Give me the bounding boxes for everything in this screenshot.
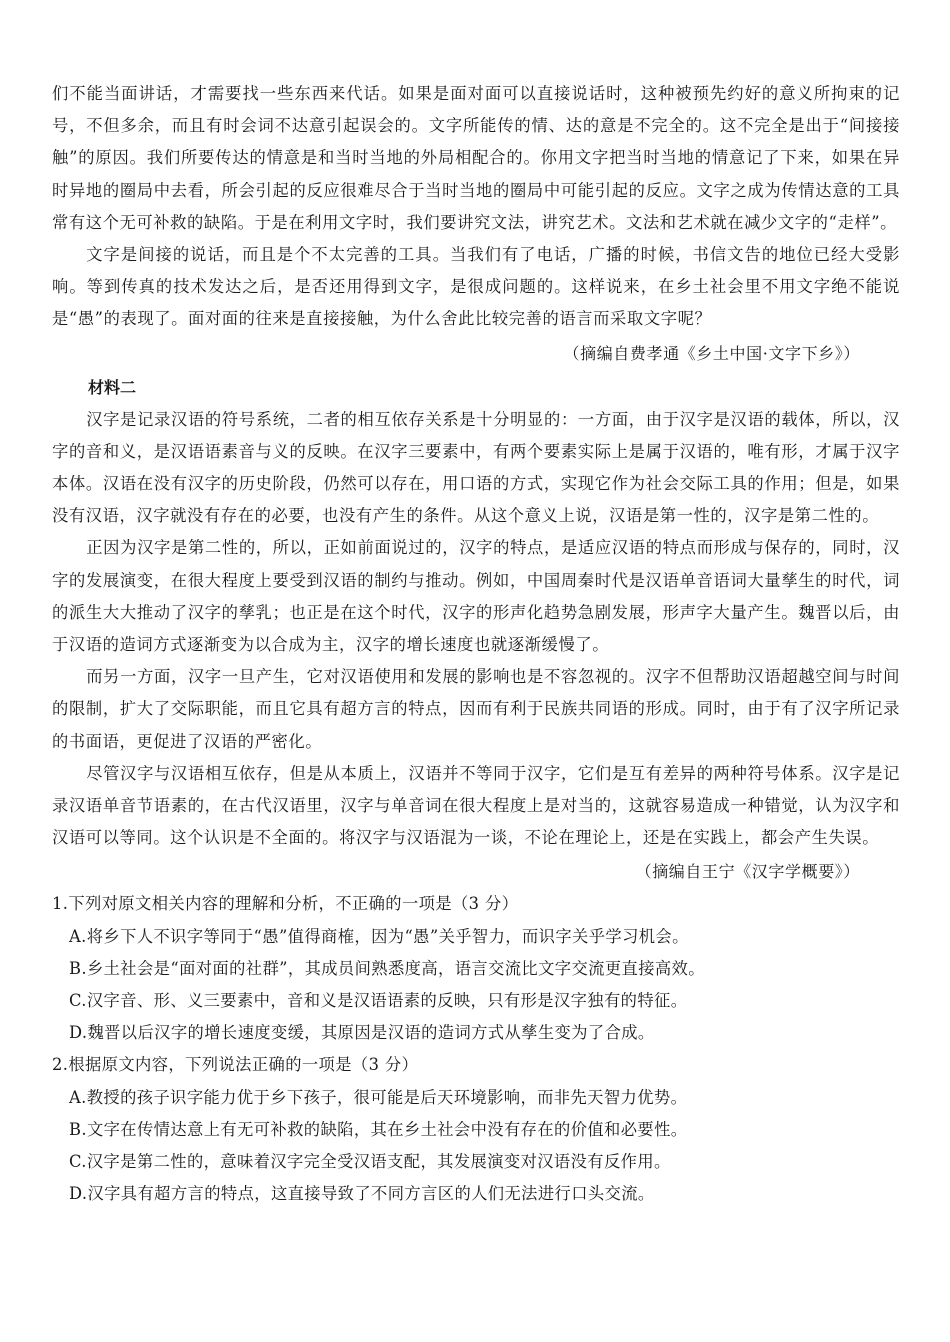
material-two-source: （摘编自王宁《汉字学概要》）	[635, 862, 860, 882]
question-1-option-c: C.汉字音、形、义三要素中，音和义是汉语语素的反映，只有形是汉字独有的特征。	[69, 991, 688, 1011]
material-one-paragraph-1: 们不能当面讲话，才需要找一些东西来代话。如果是面对面可以直接说话时，这种被预先约好的意义所拘束的记号，不但多余，而且有时会词不达意引起误会的。文字所能传的情、达的意是不完全的。这不完全是出于“间接接触”的原因。我们所要传达的情意是和当时当地的外局相配合的。你用文字把当时当地的情意记了下来，如果在异时异地的圈局中去看，所会引起的反应很难尽合于当时当地的圈局中可能引起的反应。文字之成为传情达意的工具常有这个无可补救的缺陷。于是在利用文字时，我们要讲究文法，讲究艺术。文法和艺术就在减少文字的“走样”。	[52, 84, 900, 232]
question-1-option-b: B.乡土社会是“面对面的社群”，其成员间熟悉度高，语言交流比文字交流更直接高效。	[69, 958, 705, 978]
question-1-option-d: D.魏晋以后汉字的增长速度变缓，其原因是汉语的造词方式从孳生变为了合成。	[69, 1023, 655, 1043]
material-one-paragraph-2: 文字是间接的说话，而且是个不太完善的工具。当我们有了电话，广播的时候，书信文告的地位已经大受影响。等到传真的技术发达之后，是否还用得到文字，是很成问题的。这样说来，在乡土社会里不用文字绝不能说是“愚”的表现了。面对面的往来是直接接触，为什么舍此比较完善的语言而采取文字呢？	[52, 245, 900, 329]
question-2-option-c: C.汉字是第二性的，意味着汉字完全受汉语支配，其发展演变对汉语没有反作用。	[69, 1152, 671, 1172]
question-2-stem: 2.根据原文内容，下列说法正确的一项是（3 分）	[52, 1055, 419, 1075]
question-2-option-b: B.文字在传情达意上有无可补救的缺陷，其在乡土社会中没有存在的价值和必要性。	[69, 1119, 688, 1139]
question-1-option-a: A.将乡下人不识字等同于“愚”值得商榷，因为“愚”关乎智力，而识字关乎学习机会。	[69, 926, 689, 946]
question-2	[52, 1049, 900, 1210]
material-two-paragraph-2: 正因为汉字是第二性的，所以，正如前面说过的，汉字的特点，是适应汉语的特点而形成与保存的，同时，汉字的发展演变，在很大程度上要受到汉语的制约与推动。例如，中国周秦时代是汉语单音语词大量孳生的时代，词的派生大大推动了汉字的孳乳；也正是在这个时代，汉字的形声化趋势急剧发展，形声字大量产生。魏晋以后，由于汉语的造词方式逐渐变为以合成为主，汉字的增长速度也就逐渐缓慢了。	[52, 538, 900, 655]
question-2-option-d: D.汉字具有超方言的特点，这直接导致了不同方言区的人们无法进行口头交流。	[69, 1184, 655, 1204]
material-two-paragraph-3: 而另一方面，汉字一旦产生，它对汉语使用和发展的影响也是不容忽视的。汉字不但帮助汉语超越空间与时间的限制，扩大了交际职能，而且它具有超方言的特点，因而有利于民族共同语的形成。同时，由于有了汉字所记录的书面语，更促进了汉语的严密化。	[52, 667, 900, 751]
exam-page	[52, 78, 900, 1211]
question-1-stem: 1.下列对原文相关内容的理解和分析，不正确的一项是（3 分）	[52, 894, 519, 914]
material-two-title: 材料二	[88, 377, 137, 397]
material-two-paragraph-1: 汉字是记录汉语的符号系统，二者的相互依存关系是十分明显的：一方面，由于汉字是汉语的载体，所以，汉字的音和义，是汉语语素音与义的反映。在汉字三要素中，有两个要素实际上是属于汉语的，唯有形，才属于汉字本体。汉语在没有汉字的历史阶段，仍然可以存在，用口语的方式，实现它作为社会交际工具的作用；但是，如果没有汉语，汉字就没有存在的必要，也没有产生的条件。从这个意义上说，汉语是第一性的，汉字是第二性的。	[52, 409, 900, 526]
question-1	[52, 888, 900, 1049]
question-2-option-a: A.教授的孩子识字能力优于乡下孩子，很可能是后天环境影响，而非先天智力优势。	[69, 1087, 688, 1107]
material-one-source: （摘编自费孝通《乡土中国·文字下乡》）	[563, 343, 860, 363]
material-two-paragraph-4: 尽管汉字与汉语相互依存，但是从本质上，汉语并不等同于汉字，它们是互有差异的两种符号体系。汉字是记录汉语单音节语素的，在古代汉语里，汉字与单音词在很大程度上是对当的，这就容易造成一种错觉，认为汉字和汉语可以等同。这个认识是不全面的。将汉字与汉语混为一谈，不论在理论上，还是在实践上，都会产生失误。	[52, 763, 900, 848]
